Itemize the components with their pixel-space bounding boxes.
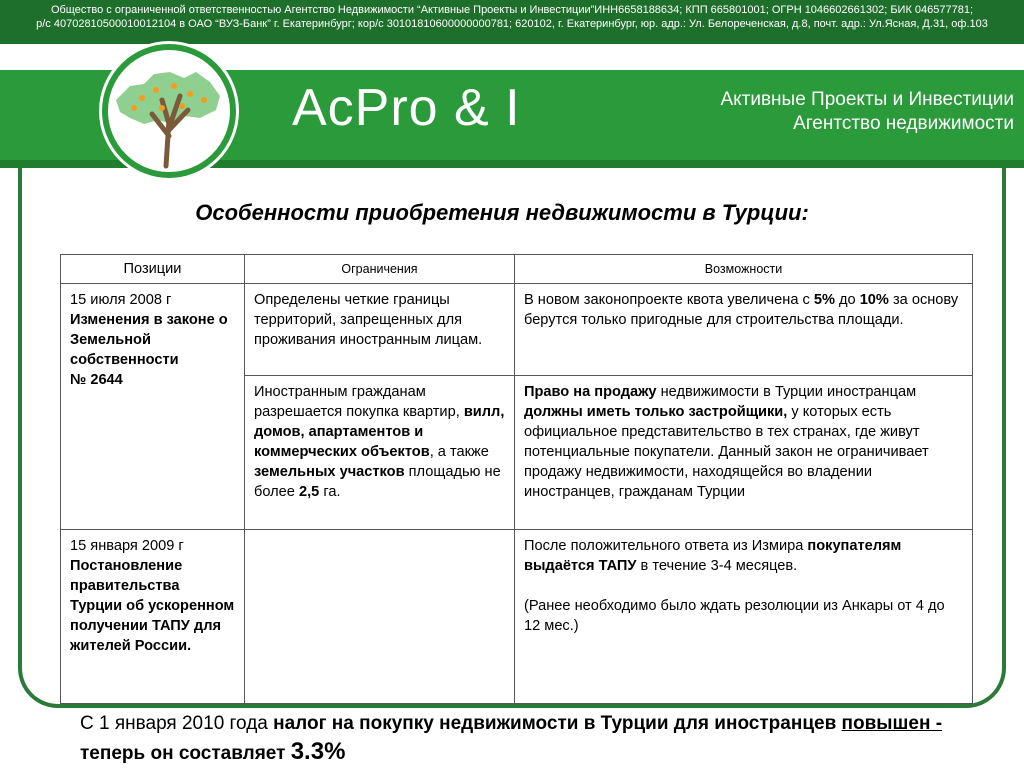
tax-rate: 3.3%	[290, 738, 346, 765]
brand-name: AcPro & I	[292, 79, 521, 137]
brand-tagline	[720, 88, 1014, 136]
restriction-cell: Определены четкие границы территорий, запрещенных для проживания иностранным лицам.	[245, 284, 515, 376]
brand-tagline-2: Агентство недвижимости	[793, 113, 1014, 134]
company-details-line-1: Общество с ограниченной ответственностью Агентство Недвижимости “Активные Проекты и Инвестиции”ИНН6658188634; КПП 665801001; ОГРН 1046602661302; БИК 046577781;	[50, 4, 974, 16]
tree-map-logo-icon	[96, 38, 242, 184]
position-date: 15 июля 2008 г	[70, 292, 172, 308]
position-cell-2009	[61, 530, 245, 704]
position-cell-2008	[61, 284, 245, 530]
company-details-line-2: р/с 40702810500010012104 в ОАО “ВУЗ-Банк” г. Екатеринбург; кор/с 30101810600000000781; 620102, г. Екатеринбург, юр. адр.: Ул. Белореченская, д.8, почт. адр.: Ул.Ясная, Д.31, оф.103	[36, 18, 988, 30]
table-header-row	[61, 255, 973, 284]
position-title: Изменения в законе о Земельной собственности	[70, 312, 228, 368]
header-positions: Позиции	[61, 255, 245, 284]
opportunity-cell: Право на продажу недвижимости в Турции иностранцам должны иметь только застройщики, у которых есть официальное представительство в тех странах, где живут потенциальные покупатели. Данный закон не ограничивает продажу недвижимости, находящейся во владении иностранцев, гражданам Турции	[515, 376, 973, 530]
tax-note: С 1 января 2010 года налог на покупку недвижимости в Турции для иностранцев повышен - теперь он составляет 3.3%	[80, 713, 943, 765]
opportunity-cell: В новом законопроекте квота увеличена с 5% до 10% за основу берутся только пригодные для строительства площади.	[515, 284, 973, 376]
header-restrictions: Ограничения	[245, 255, 515, 284]
header-opportunities: Возможности	[515, 255, 973, 284]
position-title: Постановление правительства Турции об ускоренном получении ТАПУ для жителей России.	[70, 558, 235, 654]
table-row	[61, 530, 973, 704]
restriction-cell: Иностранным гражданам разрешается покупка квартир, вилл, домов, апартаментов и коммерческих объектов, а также земельных участков площадью не более 2,5 га.	[245, 376, 515, 530]
table-row	[61, 284, 973, 376]
law-number: № 2644	[70, 372, 123, 388]
position-date: 15 января 2009 г	[70, 538, 184, 554]
restriction-cell-empty	[245, 530, 515, 704]
features-table	[60, 254, 973, 704]
opportunity-cell: После положительного ответа из Измира покупателям выдаётся ТАПУ в течение 3-4 месяцев. (Ранее необходимо было ждать резолюции из Анкары от 4 до 12 мес.)	[515, 530, 973, 704]
page-title: Особенности приобретения недвижимости в Турции:	[195, 200, 809, 225]
brand-tagline-1: Активные Проекты и Инвестиции	[720, 89, 1014, 110]
